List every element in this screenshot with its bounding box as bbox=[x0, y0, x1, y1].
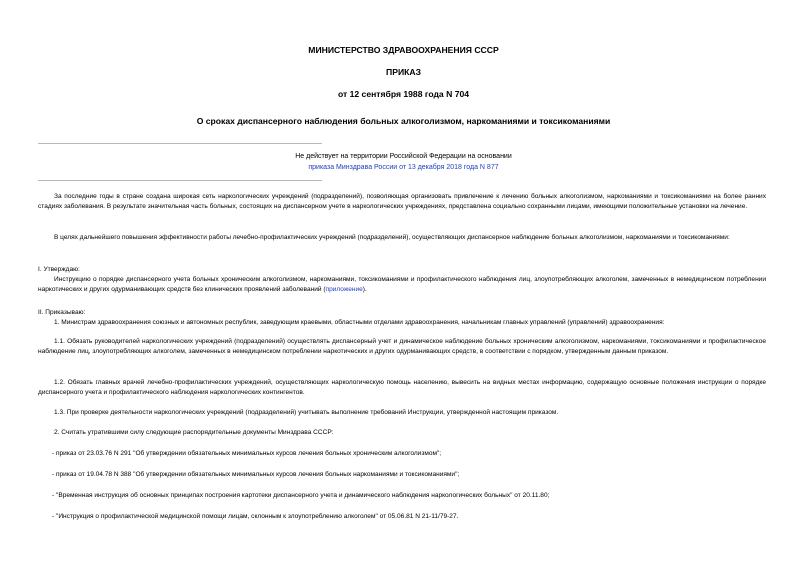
list-item: - "Инструкция о профилактической медицинской помощи лицам, склонным к злоупотреблению алкоголем" от 05.06.81 N 21-11/79-27. bbox=[52, 513, 459, 520]
status-note-link-line bbox=[0, 164, 807, 171]
doc-type-heading: ПРИКАЗ bbox=[386, 67, 421, 77]
paragraph-purpose: В целях дальнейшего повышения эффективности работы лечебно-профилактических учреждений (подразделений), осуществляющих диспансерное наблюдение больных алкоголизмом, наркоманиями и токсикоманиями: bbox=[54, 234, 730, 241]
item-1-3: 1.3. При проверке деятельности наркологических учреждений (подразделений) учитывать выполнение требований Инструкции, утвержденной настоящим приказом. bbox=[54, 409, 559, 416]
date-number-heading: от 12 сентября 1988 года N 704 bbox=[337, 89, 470, 99]
item-1-1: 1.1. Обязать руководителей наркологических учреждений (подразделений) осуществлять диспансерный учет и динамическое наблюдение больных хроническим алкоголизмом, наркоманиями, токсикоманиями и профилактическое наблюдение лиц, злоупотребляющих алкоголем, замеченных в немедицинском потреблении наркотических и других одурманивающих средств, в соответствии с порядком, утвержденным данным приказом. bbox=[38, 338, 766, 355]
status-note: Не действует на территории Российской Федерации на основании bbox=[295, 153, 512, 160]
ministry-heading: МИНИСТЕРСТВО ЗДРАВООХРАНЕНИЯ СССР bbox=[308, 45, 499, 55]
paragraph-intro: За последние годы в стране создана широкая сеть наркологических учреждений (подразделений), позволяющая организовать привлечение к лечению больных алкоголизмом, наркоманиями и токсикоманиями на более ранних стадиях заболевания. В результате значительная часть больных, состоящих на диспансерном учете в наркологических учреждениях, представлена социально сохранными лицами, имеющими положительные установки на лечение. bbox=[38, 193, 766, 210]
section-1-text bbox=[38, 275, 766, 294]
item-2: 2. Считать утратившими силу следующие распорядительные документы Минздрава СССР: bbox=[54, 429, 334, 436]
list-item: - приказ от 19.04.78 N 388 "Об утверждении обязательных минимальных курсов лечения больных наркоманиями и токсикоманиями"; bbox=[52, 471, 460, 478]
document-title: О сроках диспансерного наблюдения больных алкоголизмом, наркоманиями и токсикоманиями bbox=[196, 116, 611, 126]
section-1-heading: I. Утверждаю: bbox=[38, 266, 80, 273]
list-item: - приказ от 23.03.76 N 291 "Об утверждении обязательных минимальных курсов лечения больных хроническим алкоголизмом"; bbox=[52, 450, 442, 457]
divider-top bbox=[38, 143, 322, 144]
repeal-order-link[interactable]: приказа Минздрава России от 13 декабря 2018 года N 877 bbox=[308, 164, 499, 171]
appendix-link[interactable]: приложение bbox=[325, 285, 363, 293]
item-1: 1. Министрам здравоохранения союзных и автономных республик, заведующим краевыми, областными отделами здравоохранения, начальникам главных управлений (управлений) здравоохранения: bbox=[54, 319, 665, 326]
section-1-body: Инструкцию о порядке диспансерного учета больных хроническим алкоголизмом, наркоманиями, токсикоманиями и профилактического наблюдения лиц, злоупотребляющих алкоголем, замеченных в немедицинском потреблении наркотических и других одурманивающих средств без клинических проявлений заболеваний ( bbox=[38, 276, 766, 293]
list-item: - "Временная инструкция об основных принципах построения картотеки диспансерного учета и динамического наблюдения наркологических больных" от 20.11.80; bbox=[52, 492, 550, 499]
section-2-heading: II. Приказываю: bbox=[38, 309, 86, 316]
section-1-end: ). bbox=[362, 285, 367, 293]
divider-bottom bbox=[38, 180, 322, 181]
item-1-2: 1.2. Обязать главных врачей лечебно-профилактических учреждений, осуществляющих наркологическую помощь населению, вывесить на видных местах информацию, содержащую основные положения инструкции о порядке диспансерного учета и профилактического наблюдения наркологических контингентов. bbox=[38, 379, 766, 396]
